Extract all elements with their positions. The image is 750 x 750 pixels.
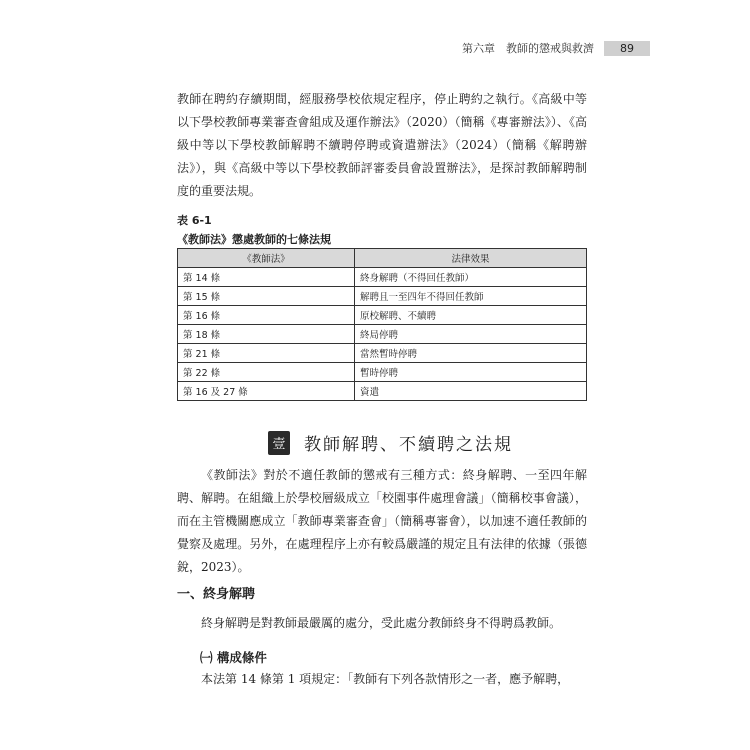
section-number-badge: 壹 xyxy=(268,431,290,455)
table-cell: 原校解聘、不續聘 xyxy=(355,306,587,325)
table-cell: 終局停聘 xyxy=(355,325,587,344)
table-row xyxy=(178,287,587,306)
table-cell: 第 22 條 xyxy=(178,363,355,382)
table-cell: 解聘且一至四年不得回任教師 xyxy=(355,287,587,306)
chapter-title: 第六章 教師的懲戒與救濟 xyxy=(462,42,594,55)
table-caption: 《教師法》懲處教師的七條法規 xyxy=(177,233,331,246)
page-header xyxy=(455,40,650,56)
body-paragraph: 本法第 14 條第 1 項規定：「教師有下列各款情形之一者，應予解聘， xyxy=(201,672,570,686)
table-label: 表 6-1 xyxy=(177,214,212,227)
table-cell: 第 15 條 xyxy=(178,287,355,306)
table-cell: 資遣 xyxy=(355,382,587,401)
table-header-row xyxy=(178,249,587,268)
table-row xyxy=(178,325,587,344)
table-cell: 第 16 條 xyxy=(178,306,355,325)
law-table xyxy=(177,248,587,401)
table-row xyxy=(178,306,587,325)
table-cell: 第 21 條 xyxy=(178,344,355,363)
subheading-conditions: ㈠ 構成條件 xyxy=(200,650,267,665)
table-cell: 當然暫時停聘 xyxy=(355,344,587,363)
table-row xyxy=(178,382,587,401)
body-paragraph: 終身解聘是對教師最嚴厲的處分，受此處分教師終身不得聘爲教師。 xyxy=(201,616,562,630)
table-row xyxy=(178,363,587,382)
intro-paragraph: 教師在聘約存續期間，經服務學校依規定程序，停止聘約之執行。《高級中等以下學校教師專業審查會組成及運作辦法》（2020）（簡稱《專審辦法》）、《高級中等以下學校教師解聘不續聘停聘或資遣辦法》（2024）（簡稱《解聘辦法》），與《高級中等以下學校教師評審委員會設置辦法》，是探討教師解聘制度的重要法規。 xyxy=(177,92,587,198)
table-cell: 第 14 條 xyxy=(178,268,355,287)
table-cell: 終身解聘（不得回任教師） xyxy=(355,268,587,287)
table-cell: 第 16 及 27 條 xyxy=(178,382,355,401)
column-header-effect: 法律效果 xyxy=(355,249,587,268)
section-title: 教師解聘、不續聘之法規 xyxy=(304,435,513,455)
column-header-law: 《教師法》 xyxy=(178,249,355,268)
subheading-lifetime-dismissal: 一、終身解聘 xyxy=(177,587,256,602)
table-row xyxy=(178,344,587,363)
section-heading xyxy=(268,430,513,455)
page-number: 89 xyxy=(604,41,650,56)
table-row xyxy=(178,268,587,287)
body-paragraph: 《教師法》對於不適任教師的懲戒有三種方式：終身解聘、一至四年解聘、解聘。在組織上於學校層級成立「校園事件處理會議」（簡稱校事會議），而在主管機關應成立「教師專業審查會」（簡稱專審會），以加速不適任教師的覺察及處理。另外，在處理程序上亦有較爲嚴謹的規定且有法律的依據（張德銳，2023）。 xyxy=(177,468,587,574)
table-cell: 第 18 條 xyxy=(178,325,355,344)
table-cell: 暫時停聘 xyxy=(355,363,587,382)
